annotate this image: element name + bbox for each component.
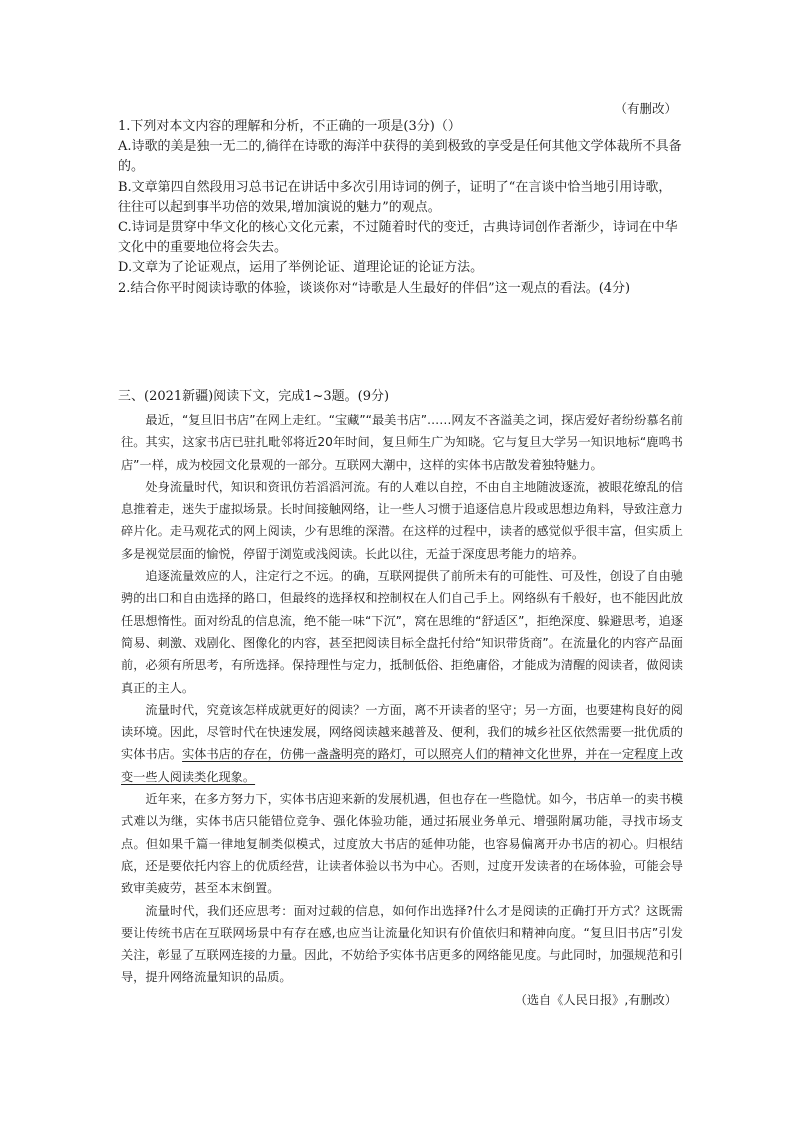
- article-text: 流量时代，究竟该怎样成就更好的阅读？一方面，离不开读者的坚守；另一方面，也要建构良好的阅读环境。因此，尽管时代在快速发展，网络阅读越来越普及、便利，我们的城乡社区依然需要一批优质的实体书店。: [121, 702, 683, 762]
- article-paragraph: 近年来，在多方努力下，实体书店迎来新的发展机遇，但也存在一些隐忧。如今，书店单一的卖书模式难以为继，实体书店只能错位竞争、强化体验功能，通过拓展业务单元、增强附属功能，寻找市场支点。但如果千篇一律地复制类似模式，过度放大书店的延伸功能，也容易偏离开办书店的初心。归根结底，还是要依托内容上的优质经营，让读者体验以书为中心。否则，过度开发读者的在场体验，可能会导致审美疲劳，甚至本末倒置。: [121, 792, 683, 896]
- article-paragraph: 最近，“复旦旧书店”在网上走红。“宝藏”“最美书店”……网友不吝溢美之词，探店爱好者纷纷慕名前往。其实，这家书店已驻扎毗邻将近20年时间，复旦师生广为知晓。它与复旦大学另一知识地标“鹿鸣书店”一样，成为校园文化景观的一部分。互联网大潮中，这样的实体书店散发着独特魅力。: [121, 413, 683, 472]
- section-heading: 三、(2021新疆)阅读下文，完成1~3题。(9分): [118, 389, 390, 404]
- article-body: [121, 409, 683, 989]
- article-paragraph: 处身流量时代，知识和资讯仿若滔滔河流。有的人难以自控，不由自主地随波逐流，被眼花缭乱的信息推着走，迷失于虚拟场景。长时间接触网络，让一些人习惯于追逐信息片段或思想边角料，导致注意力碎片化。走马观花式的网上阅读，少有思维的深潜。在这样的过程中，读者的感觉似乎很丰富，但实质上多是视觉层面的愉悦，停留于浏览或浅阅读。长此以往，无益于深度思考能力的培养。: [121, 479, 683, 561]
- question-1-stem: 1.下列对本文内容的理解和分析，不正确的一项是(3分)（）: [118, 119, 461, 134]
- question-1-option-d: D.文章为了论证观点，运用了举例论证、道理论证的论证方法。: [118, 260, 484, 276]
- source-note-top: （有删改）: [614, 101, 677, 116]
- underlined-sentence: 实体书店的存在，仿佛一盏盏明亮的路灯，可以照亮人们的精神文化世界，并在一定程度上改变一些人阅读类化现象。: [121, 747, 684, 784]
- article-paragraph: 追逐流量效应的人，注定行之不远。的确，互联网提供了前所未有的可能性、可及性，创设了自由驰骋的出口和自由选择的路口，但最终的选择权和控制权在人们自己手上。网络纵有千般好，也不能因此放任思想惰性。面对纷乱的信息流，绝不能一味“下沉”，窝在思维的“舒适区”，拒绝深度、躲避思考，追逐简易、刺激、戏剧化、图像化的内容，甚至把阅读目标全盘托付给“知识带货商”。在流量化的内容产品面前，必须有所思考，有所选择。保持理性与定力，抵制低俗、拒绝庸俗，才能成为清醒的阅读者，做阅读真正的主人。: [121, 569, 683, 695]
- article-paragraph: 流量时代，我们还应思考：面对过载的信息，如何作出选择?什么才是阅读的正确打开方式？这既需要让传统书店在互联网场景中有存在感,也应当让流量化知识有价值依归和精神向度。“复旦旧书店”引发关注，彰显了互联网连接的力量。因此，不妨给予实体书店更多的网络能见度。与此同时，加强规范和引导，提升网络流量知识的品质。: [121, 903, 683, 985]
- question-1-option-c: C.诗词是贯穿中华文化的核心文化元素，不过随着时代的变迁，古典诗词创作者渐少，诗词在中华文化中的重要地位将会失去。: [118, 220, 678, 256]
- question-block: [118, 117, 684, 299]
- question-2: 2.结合你平时阅读诗歌的体验，谈谈你对“诗歌是人生最好的伴侣”这一观点的看法。(4分): [118, 280, 631, 296]
- question-1-option-b: B.文章第四自然段用习总书记在讲话中多次引用诗词的例子，证明了“在言谈中恰当地引用诗歌，往往可以起到事半功倍的效果,增加演说的魅力”的观点。: [118, 179, 672, 215]
- article-paragraph: [121, 699, 683, 788]
- question-1-option-a: A.诗歌的美是独一无二的,徜徉在诗歌的海洋中获得的美到极致的享受是任何其他文学体裁所不具备的。: [118, 139, 682, 175]
- source-note-bottom: （选自《人民日报》,有删改）: [514, 993, 677, 1007]
